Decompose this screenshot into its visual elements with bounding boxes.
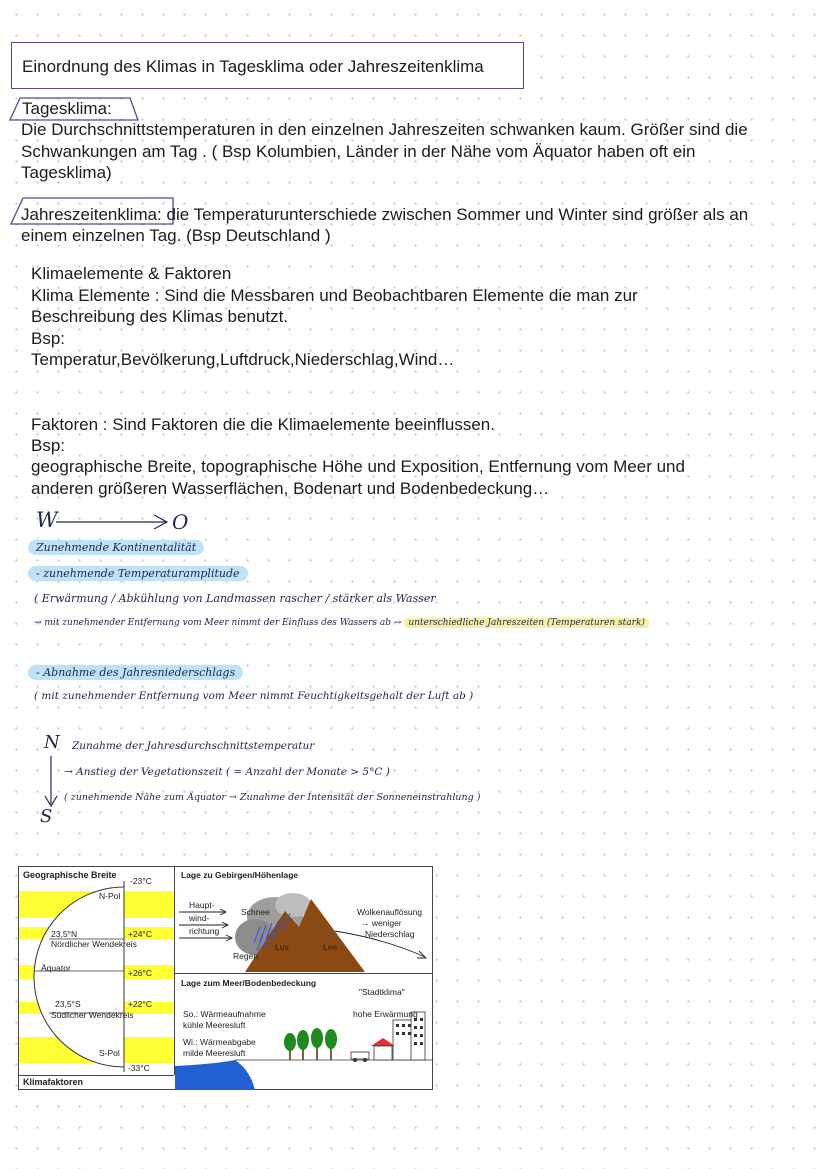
jahreszeitenklima-label: Jahreszeitenklima: [21, 205, 162, 224]
wendekreis-n-label: Nördlicher Wendekreis [51, 939, 137, 949]
jahreszeitenklima-text: die Temperaturunterschiede zwischen Sommer und Winter sind größer als an [161, 205, 749, 224]
lat-s-label: 23,5°S [55, 999, 81, 1009]
note-entfernung [34, 618, 649, 628]
hauptwind-2: wind- [189, 913, 210, 923]
arrow-west-east [54, 510, 172, 534]
tagesklima-label: Tagesklima: [22, 99, 112, 118]
faktoren-line-1: Faktoren : Sind Faktoren die die Klimaelemente beeinflussen. [31, 415, 495, 434]
faktoren-line-3: anderen größeren Wasserflächen, Bodenart und Bodenbedeckung… [31, 479, 550, 498]
s-pol-label: S-Pol [99, 1048, 120, 1058]
tagesklima-line-2: Schwankungen am Tag . ( Bsp Kolumbien, Länder in der Nähe vom Äquator haben oft ein [21, 142, 696, 161]
klimafaktoren-figure [18, 866, 433, 1090]
temp-26: +26°C [128, 968, 152, 978]
sommer-line-1: So.: Wärmeaufnahme [183, 1009, 266, 1019]
note-niederschlag: - Abnahme des Jahresniederschlags [28, 665, 243, 680]
note-feuchtigkeit: ( mit zunehmender Entfernung vom Meer nimmt Feuchtigkeitsgehalt der Luft ab ) [34, 690, 474, 702]
faktoren-bsp: Bsp: [31, 436, 66, 455]
note-jahresdurchschnitt: Zunahme der Jahresdurchschnittstemperatur [72, 740, 315, 752]
n-pol-label: N-Pol [99, 891, 121, 901]
hauptwind-1: Haupt- [189, 900, 215, 910]
wolken-line-1: Wolkenauflösung [357, 907, 423, 917]
hohe-erwaermung-label: hohe Erwärmung [353, 1009, 418, 1019]
aequator-label: Äquator [41, 963, 71, 973]
tagesklima-label-box [8, 96, 138, 120]
note-s: S [40, 806, 53, 827]
faktoren-line-2: geographische Breite, topographische Höhe und Exposition, Entfernung vom Meer und [31, 457, 685, 476]
geo-title: Geographische Breite [23, 870, 117, 880]
regen-label: Regen [233, 951, 259, 961]
note-o: O [172, 510, 189, 534]
meer-title: Lage zum Meer/Bodenbedeckung [181, 978, 317, 988]
wolken-line-3: Niederschlag [365, 929, 415, 939]
note-entfernung-text: → mit zunehmender Entfernung vom Meer nimmt der Einfluss des Wassers ab → [34, 618, 402, 628]
tagesklima-line-3: Tagesklima) [21, 163, 112, 182]
divider-bottom-left [19, 1075, 174, 1076]
klima-list: Temperatur,Bevölkerung,Luftdruck,Niederschlag,Wind… [31, 350, 455, 369]
jahreszeitenklima-line-1 [21, 204, 748, 226]
note-vegetationszeit: → Anstieg der Vegetationszeit ( = Anzahl der Monate > 5°C ) [64, 766, 390, 778]
jahreszeitenklima-line-2: einem einzelnen Tag. (Bsp Deutschland ) [21, 226, 331, 245]
temp-22: +22°C [128, 999, 152, 1009]
klimafaktoren-label: Klimafaktoren [23, 1077, 84, 1087]
klima-bsp: Bsp: [31, 329, 66, 348]
wolken-line-2: → weniger [361, 918, 402, 928]
note-w: W [36, 508, 58, 532]
note-erwaermung: ( Erwärmung / Abkühlung von Landmassen rascher / stärker als Wasser [34, 592, 436, 605]
schnee-label: Schnee [241, 907, 270, 917]
lee-label: Lee [323, 942, 338, 952]
winter-line-1: Wi.: Wärmeabgabe [183, 1037, 256, 1047]
note-sonneneinstrahlung: ( zunehmende Nähe zum Äquator → Zunahme der Intensität der Sonneneinstrahlung ) [64, 792, 481, 803]
temp-n23: -23°C [130, 876, 152, 886]
note-temperaturamplitude: - zunehmende Temperaturamplitude [28, 566, 248, 581]
klima-heading: Klimaelemente & Faktoren [31, 264, 232, 283]
page-title: Einordnung des Klimas in Tagesklima oder Jahreszeitenklima [11, 42, 524, 89]
hauptwind-3: richtung [189, 926, 220, 936]
klima-line-1: Klima Elemente : Sind die Messbaren und Beobachtbaren Elemente die man zur [31, 286, 638, 305]
lat-n-label: 23,5°N [51, 929, 78, 939]
temp-24: +24°C [128, 929, 152, 939]
note-jahreszeiten-highlight: unterschiedliche Jahreszeiten (Temperaturen stark) [404, 618, 649, 628]
gebirge-title: Lage zu Gebirgen/Höhenlage [181, 870, 299, 880]
luv-label: Luv [275, 942, 289, 952]
arrow-north-south [42, 754, 60, 810]
wendekreis-s-label: Südlicher Wendekreis [51, 1010, 134, 1020]
stadtklima-label: "Stadtklima" [359, 987, 405, 997]
winter-line-2: milde Meeresluft [183, 1048, 246, 1058]
note-n: N [44, 732, 60, 753]
note-kontinentalitaet: Zunehmende Kontinentalität [28, 540, 204, 555]
klima-line-2: Beschreibung des Klimas benutzt. [31, 307, 289, 326]
temp-n33: -33°C [128, 1063, 150, 1073]
sommer-line-2: kühle Meeresluft [183, 1020, 246, 1030]
tagesklima-line-1: Die Durchschnittstemperaturen in den einzelnen Jahreszeiten schwanken kaum. Größer sind die [21, 120, 748, 139]
